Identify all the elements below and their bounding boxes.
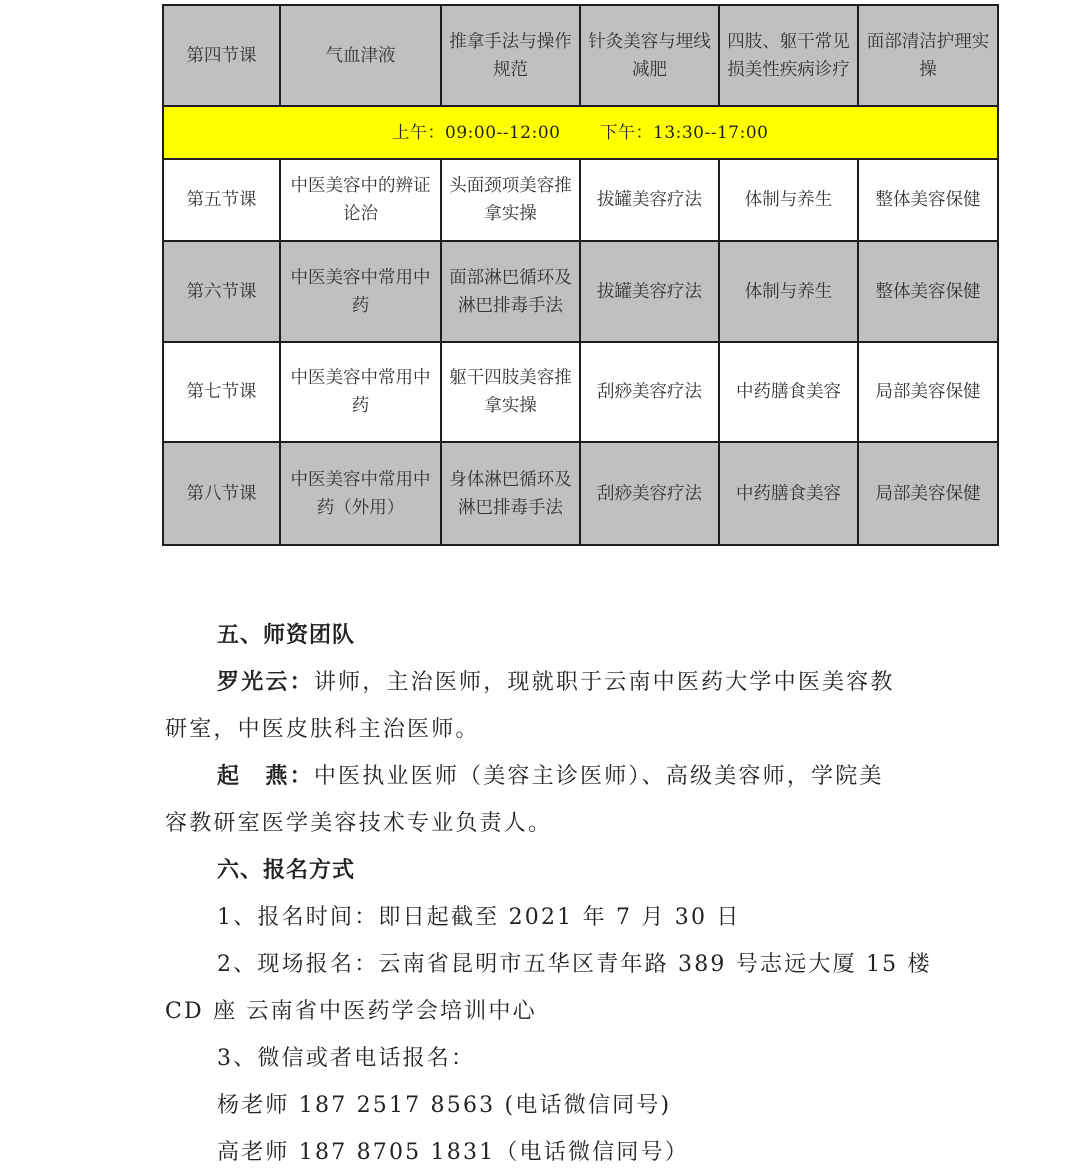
teacher-name: 起 燕： [217, 764, 314, 789]
lesson-label: 第八节课 [163, 442, 280, 545]
lesson-label: 第五节课 [163, 159, 280, 241]
time-band-row [163, 106, 998, 159]
course-cell: 中医美容中的辨证论治 [280, 159, 441, 241]
course-cell: 中药膳食美容 [719, 442, 858, 545]
table-row-lesson-5 [163, 159, 998, 241]
table-row-lesson-7 [163, 342, 998, 442]
course-cell: 中药膳食美容 [719, 342, 858, 442]
registration-deadline: 1、报名时间：即日起截至 2021 年 7 月 30 日 [217, 905, 741, 930]
section-heading-faculty: 五、师资团队 [217, 623, 356, 648]
course-cell: 整体美容保健 [858, 241, 998, 342]
course-cell: 针灸美容与埋线减肥 [580, 5, 719, 106]
table-row-lesson-6 [163, 241, 998, 342]
morning-time: 上午：09:00--12:00 [392, 122, 561, 143]
table-row-lesson-8 [163, 442, 998, 545]
course-cell: 躯干四肢美容推拿实操 [441, 342, 580, 442]
lesson-label: 第六节课 [163, 241, 280, 342]
course-cell: 整体美容保健 [858, 159, 998, 241]
course-cell: 四肢、躯干常见损美性疾病诊疗 [719, 5, 858, 106]
course-cell: 中医美容中常用中药（外用） [280, 442, 441, 545]
time-band [163, 106, 998, 159]
course-cell: 中医美容中常用中药 [280, 241, 441, 342]
course-cell: 气血津液 [280, 5, 441, 106]
table-row-lesson-4 [163, 5, 998, 106]
teacher-1-line-1 [217, 665, 895, 696]
teacher-2-line-2: 容教研室医学美容技术专业负责人。 [165, 811, 553, 836]
course-cell: 局部美容保健 [858, 442, 998, 545]
course-cell: 体制与养生 [719, 159, 858, 241]
course-cell: 体制与养生 [719, 241, 858, 342]
contact-yang: 杨老师 187 2517 8563 (电话微信同号) [217, 1093, 672, 1118]
course-cell: 身体淋巴循环及淋巴排毒手法 [441, 442, 580, 545]
course-schedule-table [162, 4, 999, 546]
course-cell: 拔罐美容疗法 [580, 241, 719, 342]
course-cell: 中医美容中常用中药 [280, 342, 441, 442]
phone-registration-label: 3、微信或者电话报名： [217, 1046, 476, 1071]
course-cell: 推拿手法与操作规范 [441, 5, 580, 106]
teacher-desc: 中医执业医师（美容主诊医师）、高级美容师，学院美 [313, 764, 884, 789]
teacher-name: 罗光云： [217, 670, 314, 695]
lesson-label: 第四节课 [163, 5, 280, 106]
lesson-label: 第七节课 [163, 342, 280, 442]
course-cell: 面部淋巴循环及淋巴排毒手法 [441, 241, 580, 342]
teacher-2-line-1 [217, 759, 884, 790]
course-cell: 拔罐美容疗法 [580, 159, 719, 241]
onsite-registration-line-2: CD 座 云南省中医药学会培训中心 [165, 999, 537, 1024]
course-cell: 头面颈项美容推拿实操 [441, 159, 580, 241]
course-cell: 面部清洁护理实操 [858, 5, 998, 106]
contact-gao: 高老师 187 8705 1831（电话微信同号） [217, 1140, 689, 1165]
teacher-desc: 讲师，主治医师，现就职于云南中医药大学中医美容教 [313, 670, 895, 695]
section-heading-registration: 六、报名方式 [217, 858, 356, 883]
course-cell: 刮痧美容疗法 [580, 342, 719, 442]
course-cell: 刮痧美容疗法 [580, 442, 719, 545]
afternoon-time: 下午：13:30--17:00 [600, 122, 769, 143]
onsite-registration-line-1: 2、现场报名：云南省昆明市五华区青年路 389 号志远大厦 15 楼 [217, 952, 932, 977]
course-cell: 局部美容保健 [858, 342, 998, 442]
teacher-1-line-2: 研室，中医皮肤科主治医师。 [165, 717, 480, 742]
